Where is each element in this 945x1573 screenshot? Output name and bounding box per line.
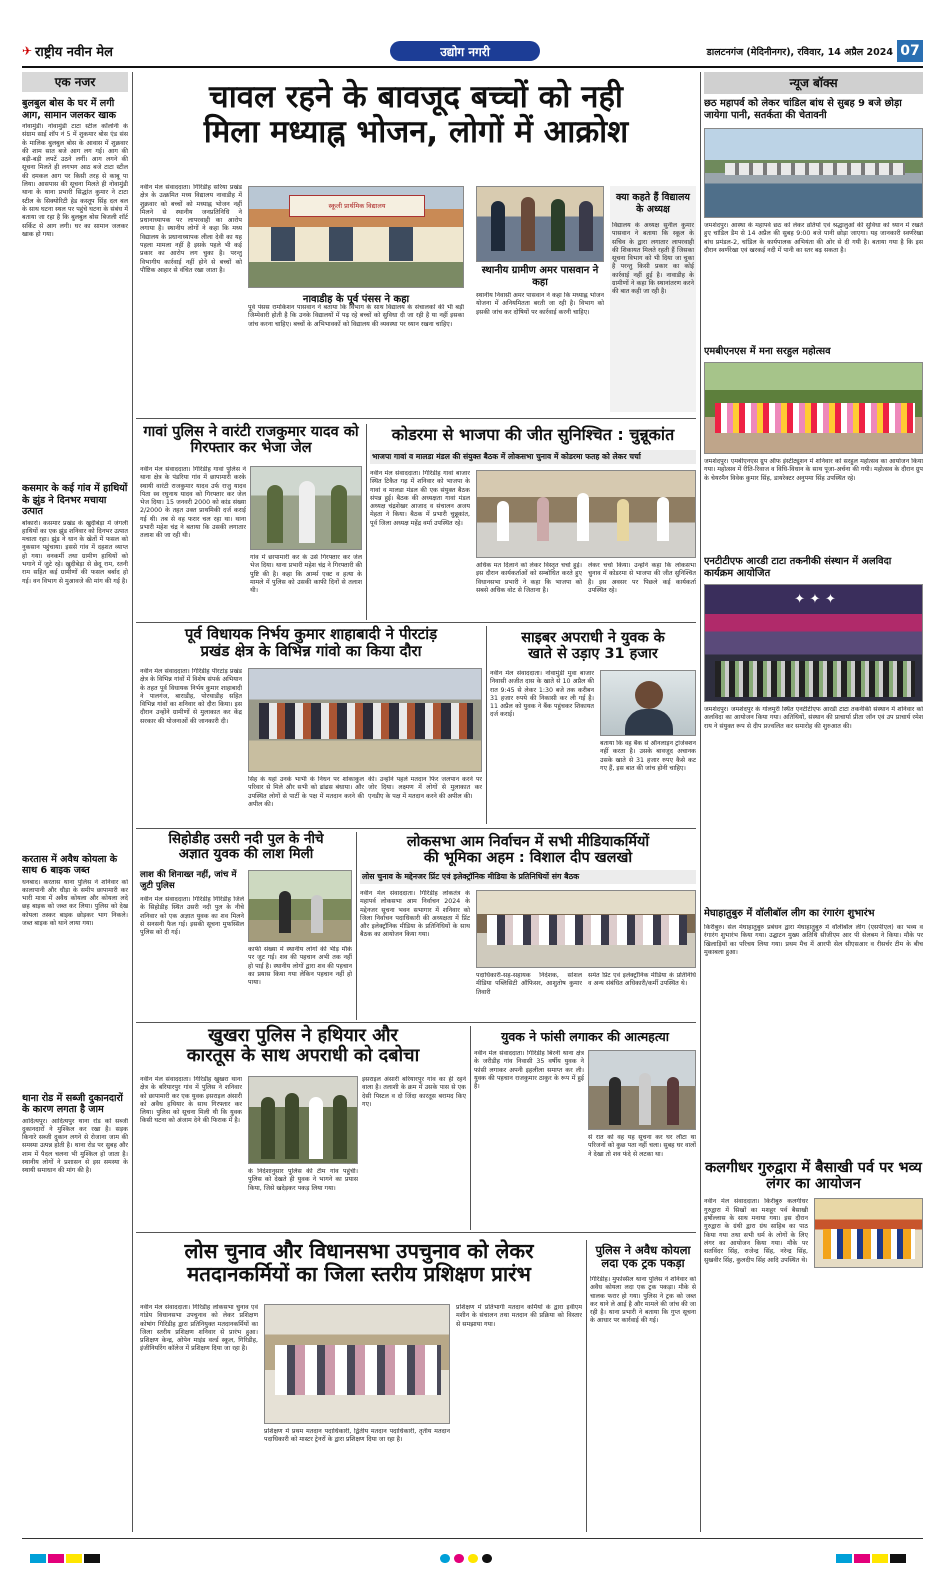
registration-mark (482, 1554, 492, 1563)
news-item-title: मेघाहातुबुरु में वॉलीबॉल लीग का रंगारंग शुभारंभ (704, 908, 875, 919)
left-item-body: धनबाद। करतास थाना पुलिस ने शनिवार को कालापानी और धौड़ा के समीप छापामारी कर भारी मात्रा में अवैध कोयला और कोयला लदे छह बाइक को जब्त कर लिया। पुलिस को देख कोयला तस्कर बाइक छोड़कर भाग निकले। जब्त बाइक को थाने लाया गया। (22, 878, 128, 927)
left-item-4 (22, 1093, 128, 1418)
masthead (22, 38, 923, 64)
news-item-title: छठ महापर्व को लेकर चांडिल बांध से सुबह 9 बजे छोड़ा जायेगा पानी, सतर्कता की चेतावनी (704, 98, 902, 121)
news-item-title: कलगीधर गुरुद्वारा में बैसाखी पर्व पर भव्य लंगर का आयोजन (705, 1160, 922, 1193)
river-headline-line1: सिहोडीह उसरी नदी पुल के नीचे (168, 831, 324, 847)
media-body-3: समेत प्रिंट एवं इलेक्ट्रॉनिक मीडिया के प्रतिनिधि व अन्य संबंधित अधिकारी/कर्मी उपस्थित थे। (588, 972, 696, 988)
left-item-body: आदित्यपुर। आदित्यपुर थाना रोड को सब्जी दुकानदारों ने मुश्किल कर रखा है। सड़क किनारे सब्जी दुकान लगने से रोजाना जाम की समस्या उत्पन्न होती है। थाना रोड पर सुबह और शाम में पैदल चलना भी मुश्किल हो जाता है। स्थानीय लोगों ने प्रशासन से इस समस्या के स्थायी समाधान की मांग की है। (22, 1117, 128, 1175)
news-item-2 (704, 346, 923, 550)
election-body-2: प्रशिक्षण में प्रथम मतदान पदाधिकारी, द्वितीय मतदान पदाधिकारी, तृतीय मतदान पदाधिकारी को मास्टर ट्रेनरों के द्वारा प्रशिक्षण दिया जा रहा है। (264, 1428, 450, 1444)
arms-body-2: के निर्देशानुसार पुलिस की टीम गांव पहुंची। पुलिस को देखते ही युवक ने भागने का प्रयास किया, जिसे खदेड़कर पकड़ लिया गया। (248, 1168, 358, 1192)
lead-headline (136, 80, 696, 149)
left-column (22, 72, 128, 1532)
river-headline-line2: अज्ञात युवक की लाश मिली (178, 846, 314, 863)
news-item-body: जमशेदपुर। जमशेदपुर के गोलमुरी स्थित एनटीटीएफ आरडी टाटा तकनीकी संस्थान में शनिवार को अलविदा का आयोजन किया गया। अतिथियों, संस्थान की प्राचार्या प्रीता जॉन एवं उप प्राचार्य रमेश राय ने संयुक्त रूप से दीप प्रज्वलित कर समारोह की शुरुआत की। (704, 706, 923, 730)
election-body: नवीन मेल संवाददाता। गिरिडीह लोकसभा चुनाव एवं गांडेय विधानसभा उपचुनाव को लेकर प्रशिक्षण कोषांग गिरिडीह द्वारा प्रतिनियुक्त मतदानकर्मियों का जिला स्तरीय प्रशिक्षण शनिवार से प्रारंभ हुआ। प्रशिक्षण केन्द्र, ओपेन माइंड वर्ल्ड स्कूल, गिरिडीह, इंजीनियरिंग कॉलेज में प्रशिक्षण दिया जा रहा है। (140, 1304, 258, 1353)
registration-mark (454, 1554, 464, 1563)
masthead-rule (22, 66, 923, 68)
photo2-text: स्थानीय निवासी अमर पासवान ने कहा कि मध्याह्न भोजन योजना में अनियमितता बरती जा रही है। विभाग को इसकी जांच कर दोषियों पर कार्रवाई करनी चाहिए। (476, 292, 604, 316)
cyber-victim-photo (600, 670, 696, 736)
news-item-body: किरीबुरु। सेल मेघाहातुबुरु प्रबंधन द्वारा मेघाहातुबुरु में वॉलीबॉल लीग (एसपीएल) का भव्य व रंगारंग शुभारंभ किया गया। उद्घाटन मुख्य अतिथि सीजीएम आर पी सेलबम ने किया। मौके पर खिलाड़ियों का परिचय लिया गया। प्रथम मैच में आरपी सेल सीएसआर व रीसर्चर टीम के बीच मुकाबला हुआ। (704, 924, 923, 956)
mla-photo (248, 668, 482, 772)
news-item-1 (704, 98, 923, 340)
election-photo (264, 1304, 450, 1424)
news-item-body: नवीन मेल संवाददाता। किरीबुरु कलगीधर गुरुद्वारा में सिखों का मशहूर पर्व बैसाखी हर्षोल्लास के साथ मनाया गया। इस दौरान गुरुद्वारा के ग्रंथी द्वारा ग्रंथ साहिब का पाठ किया गया तथा सभी धर्म के लोगों के लिए लंगर का आयोजन किया गया। मौके पर सतविंदर सिंह, राजेन्द्र सिंह, नरेन्द्र सिंह, सुखवीर सिंह, कुलदीप सिंह आदि उपस्थित थे। (704, 1198, 808, 1264)
mla-headline-line1: पूर्व विधायक निर्भय कुमार शाहाबादी ने पीरटांड़ (184, 625, 438, 643)
mla-headline-line2: प्रखंड क्षेत्र के विभिन्न गांवो का किया दौरा (200, 641, 422, 660)
registration-mark (854, 1554, 870, 1563)
election-headline (136, 1240, 582, 1286)
left-item-3 (22, 854, 128, 1089)
arms-headline-line2: कारतूस के साथ अपराधी को दबोचा (186, 1045, 420, 1067)
school-sign: स्कूली प्रार्थमिक विद्यालय (289, 195, 425, 217)
cyber-headline-line1: साइबर अपराधी ने युवक के (521, 630, 665, 646)
left-column-header: एक नजर (22, 72, 128, 92)
river-body-2: काफी संख्या में स्थानीय लोगों की भीड़ मौके पर जुट गई। शव की पहचान अभी तक नहीं हो पाई है। स्थानीय लोगों द्वारा शव की पहचान का प्रयास किया गया लेकिन पहचान नहीं हो पाया। (248, 946, 352, 987)
news-item-3 (704, 556, 923, 902)
police-headline: गावां पुलिस ने वारंटी राजकुमार यादव को गिरफ्तार कर भेजा जेल (143, 424, 359, 457)
photo1-text: पूर्व पंसस रामकिशन पासवान ने बताया कि विभाग के साथ विद्यालय के संचालकों की भी बड़ी जिम्मेवारी होती है कि उनके विद्यालयों में पढ़ रहे बच्चों को सुविधा दी जा रही है या नहीं इसका जांच करना चाहिए। बच्चों के अभिभावकों को विद्यालय की व्यवस्था पर ध्यान रखना चाहिए। (248, 304, 464, 328)
arms-body-3: इसराइल अंसारी बरियारपुर गांव का ही रहने वाला है। तलाशी के क्रम में उसके पास से एक देसी पिस्टल व दो जिंदा कारतूस बरामद किए गए। (362, 1076, 466, 1108)
principal-box-title: क्या कहते हैं विद्यालय के अध्यक्ष (616, 192, 690, 215)
photo1-caption: नावाडीह के पूर्व पंसस ने कहा (302, 294, 410, 305)
dam-photo (704, 128, 923, 218)
lead-headline-line1: चावल रहने के बावजूद बच्चों को नही (209, 79, 623, 115)
suicide-body: नवीन मेल संवाददाता। गिरिडीह बिरनी थाना क्षेत्र के जरीडीह गांव निवासी 35 वर्षीय युवक ने फांसी लगाकर अपनी इहलीला समाप्त कर ली। युवक की पहचान राजकुमार ठाकुर के रूप में हुई है। (474, 1050, 584, 1091)
media-body: नवीन मेल संवाददाता। गिरिडीह लोकतंत्र के महापर्व लोकसभा आम निर्वाचन 2024 के मद्देनजर सूचना भवन सभागार में शनिवार को जिला निर्वाचन पदाधिकारी की अध्यक्षता में प्रिंट और इलेक्ट्रॉनिक मीडिया के प्रतिनिधियों के साथ बैठक का आयोजन किया गया। (360, 890, 470, 939)
registration-mark (84, 1554, 100, 1563)
registration-mark (890, 1554, 906, 1563)
election-body-3: प्रशिक्षण में प्रतिभागी मतदान कर्मियों के द्वारा इवीएम मशीन के संचालन तथा मतदान की प्रक्रिया को विस्तार से समझाया गया। (456, 1304, 582, 1328)
section-name: उद्योग नगरी (440, 45, 490, 59)
news-item-title: एनटीटीएफ आरडी टाटा तकनीकी संस्थान में अलविदा कार्यक्रम आयोजित (704, 556, 892, 579)
coal-headline-line2: लदा एक ट्रक पकड़ा (601, 1255, 685, 1270)
coal-headline-line1: पुलिस ने अवैध कोयला (595, 1243, 691, 1257)
coal-body: गिरिडीह। मुफस्सिल थाना पुलिस ने शनिवार को अवैध कोयला लदा एक ट्रक पकड़ा। मौके से चालक फरार हो गया। पुलिस ने ट्रक को जब्त कर थाने ले आई है और मामले की जांच की जा रही है। थाना प्रभारी ने बताया कि गुप्त सूचना के आधार पर कार्रवाई की गई। (590, 1276, 696, 1325)
registration-mark (872, 1554, 888, 1563)
coal-headline (590, 1244, 696, 1270)
left-item-title: करतास में अवैध कोयला के साथ 6 बाइक जब्त (22, 853, 118, 876)
paper-logo (22, 42, 113, 60)
koderma-photo (476, 470, 696, 558)
news-box-header: न्यूज बॉक्स (704, 72, 923, 94)
arms-headline (140, 1026, 466, 1066)
villagers-photo (476, 186, 604, 262)
river-photo (248, 870, 352, 942)
mla-body: नवीन मेल संवाददाता। गिरिडीह पीरटांड़ प्रखंड क्षेत्र के विभिन्न गांवों में विशेष संपर्क अभियान के तहत पूर्व विधायक निर्भय कुमार शाहाबादी ने पालगंज, बाराडीह, पोरथाडीह सहित विभिन्न गांवों का शनिवार को दौरा किया। इस दौरान उन्होंने ग्रामीणों से मुलाकात कर केंद्र सरकार की योजनाओं की जानकारी दी। (140, 668, 242, 725)
koderma-body-2: अधिक मत दिलाने को लेकर विस्तृत चर्चा हुई। इस दौरान कार्यकर्ताओं को सम्बोधित करते हुए विधानसभा प्रभारी ने कहा कि भाजपा को सबसे अधिक वोट से जिताना है। (476, 562, 582, 594)
lead-body-col1: नवीन मेल संवाददाता। गिरिडीह सरिया प्रखंड क्षेत्र के उत्क्रमित मध्य विद्यालय नावाडीह में शुक्रवार को बच्चों को मध्याह्न भोजन नहीं मिलने से स्थानीय जनप्रतिनिधि ने प्रधानाध्यापक पर लापरवाही का आरोप लगाया है। स्थानीय लोगों ने कहा कि मध्य विद्यालय के प्रधानाध्यापक लीला देवी का यह पहला मामला नहीं है इसके पहले भी कई प्रकार का आरोप लग चुका है। परन्तु विभागीय कार्रवाई नहीं होने से बच्चों को पौष्टिक आहार से वंचित रखा जाता है। (140, 184, 242, 274)
arms-body: नवीन मेल संवाददाता। गिरिडीह खुखरा थाना क्षेत्र के बरियारपुर गांव में पुलिस ने शनिवार को छापामारी कर एक युवक इसराइल अंसारी को अवैध हथियार के साथ गिरफ्तार कर लिया। पुलिस को सूचना मिली थी कि युवक किसी घटना को अंजाम देने की फिराक में है। (140, 1076, 242, 1125)
principal-box-text: विद्यालय के अध्यक्ष सुनील कुमार पासवान ने बताया कि स्कूल के सचिव के द्वारा लगातार लापरवाही की शिकायत मिलते रहती हैं जिसका सूचना विभाग को भी दिया जा चुका है परन्तु किसी प्रकार का कोई कार्रवाई नहीं हुई है। नावाडीह के ग्रामीणों ने कहा कि स्थानांतरण करने की बात कही जा रही है। (612, 222, 694, 296)
election-headline-line1: लोस चुनाव और विधानसभा उपचुनाव को लेकर (184, 1239, 534, 1263)
koderma-headline: कोडरमा से भाजपा की जीत सुनिश्चित : चुन्नूकांत (391, 425, 675, 444)
river-headline (140, 832, 352, 862)
media-body-2: पदाधिकारी-सह-सहायक निदेशक, सोशल मीडिया पब्लिसिटी ऑफिसर, आशुतोष कुमार तिवारी (476, 972, 582, 996)
cyber-headline (490, 630, 696, 662)
koderma-body-3: लेकर चर्चा किया। उन्होंने कहा कि लोकसभा चुनाव में कोडरमा से भाजपा की जीत सुनिश्चित है। इस अवसर पर पिछले कई कार्यकर्ता उपस्थित रहे। (588, 562, 696, 594)
cyber-body: नवीन मेल संवाददाता। नोवामुंडी मुवा बाजार निवासी अजीत दास के खाते से 10 अप्रैल की रात 9:45 से लेकर 1:30 बजे तक करीबन 31 हजार रुपये की निकासी कर ली गई है। 11 अप्रैल को युवक ने बैंक पहुंचकर शिकायत दर्ज कराई। (490, 670, 594, 719)
police-body: नवीन मेल संवाददाता। गिरिडीह गावां पुलिस ने थाना क्षेत्र के पंडरिया गांव में छापामारी करके स्थायी वारंटी राजकुमार यादव उर्फ राजु यादव पिता स्व रघुनाथ यादव को गिरफ्तार कर जेल भेज दिया। 15 जनवरी 2000 को कांड संख्या 2/2000 के तहत उक्त प्राथमिकी दर्ज कराई गई थी। तब से वह फरार चल रहा था। थाना प्रभारी महेश चंद्र ने बताया कि उसकी लगातार तलाश की जा रही थी। (140, 466, 246, 540)
election-headline-line2: मतदानकर्मियों का जिला स्तरीय प्रशिक्षण प्रारंभ (187, 1261, 531, 1286)
police-body-2: गांव में छापामारी कर के उसे गिरफ्तार कर जेल भेज दिया। थाना प्रभारी महेश चंद्र ने गिरफ्तारी की पुष्टि की है। कहा कि आर्म्स एक्ट व हत्या के मामले में पुलिस को उसकी काफी दिनों से तलाश थी। (250, 554, 362, 595)
registration-mark (30, 1554, 46, 1563)
lead-headline-line2: मिला मध्याह्न भोजन, लोगों में आक्रोश (203, 113, 629, 150)
school-photo (248, 186, 464, 288)
news-item-4 (704, 908, 923, 1154)
news-item-body: जमशेदपुर। आस्था के महापर्व छठ को लेकर व्रतियों एवं श्रद्धालुओं की सुविधा को ध्यान में रखते हुए चांडिल डैम से 14 अप्रैल की सुबह 9:00 बजे पानी छोड़ा जाएगा। यह जानकारी स्वर्णरेखा बांध प्रमंडल-2, चांडिल के कार्यपालक अभियंता की ओर से दी गयी है। बताया गया है कि इस दौरान स्वर्णरेखा एवं खरकई नदी में पानी का स्तर बढ़ सकता है। (704, 222, 923, 254)
suicide-body-2: से रात को वह यह सूचना कर घर लौटा था परिजनों को कुछ पता नहीं चला। सुबह घर वालों ने देखा तो शव फंदे से लटका था। (588, 1134, 696, 1158)
photo2-caption: स्थानीय ग्रामीण अमर पासवान ने कहा (481, 265, 599, 288)
news-item-body: जमशेदपुर। एमबीएनएस ग्रुप ऑफ इंस्टीट्यूशन में शनिवार को सरहुल महोत्सव का आयोजन किया गया। महोत्सव में रीति-रिवाज व विधि-विधान के साथ पूजा-अर्चना की गयी। महोत्सव के दौरान ग्रुप के चेयरमैन विवेक कुमार सिंह, डायरेक्टर अनुपमा सिंह उपस्थित रहे। (704, 458, 923, 482)
news-item-title: एमबीएनएस में मना सरहुल महोत्सव (704, 346, 831, 357)
registration-mark (66, 1554, 82, 1563)
registration-mark (836, 1554, 852, 1563)
cyber-headline-line2: खाते से उड़ाए 31 हजार (528, 646, 658, 663)
left-item-title: थाना रोड में सब्जी दुकानदारों के कारण लगता है जाम (22, 1092, 123, 1115)
bottom-rule (22, 1538, 923, 1539)
bird-icon: ✈ (22, 44, 33, 58)
mla-headline (140, 626, 482, 660)
river-subhead: लाश की शिनाख्त नहीं, जांच में जुटी पुलिस (140, 870, 237, 891)
langar-photo (814, 1198, 923, 1268)
media-headline (360, 834, 696, 866)
mla-body-2: सिंह के यहां उनके भाभी के निधन पर शोकाकुल परिवार से मिले और सभी को ढांढस बंधाया। और उपस्थित लोगों से पार्टी के पक्ष में मतदान करने की अपील की। (248, 776, 364, 808)
sarhul-photo (704, 362, 923, 454)
registration-mark (468, 1554, 478, 1563)
arms-photo (248, 1076, 358, 1164)
left-item-title: कसमार के कई गांव में हाथियों के झुंड ने दिनभर मचाया उत्पात (22, 483, 128, 517)
suicide-photo (588, 1050, 696, 1130)
alvida-photo: ✦ ✦ ✦ (704, 584, 923, 702)
left-item-1 (22, 98, 128, 479)
cyber-body-2: बताया कि वह बैंक से ऑनलाइन ट्रांजेक्शन नहीं करता है। उसके बावजूद अचानक उसके खाते से 31 हजार रुपए कैसे कट गए हैं, इस बात की जांच होनी चाहिए। (600, 740, 696, 772)
media-headline-line2: की भूमिका अहम : विशाल दीप खलखो (423, 850, 633, 867)
news-box (704, 72, 923, 1532)
section-badge (390, 41, 540, 61)
mla-body-3: की। उन्होंने पहले मतदान फिर जलपान करने पर जोर दिया। लक्ष्मण में लोगों से मुलाकात कर एनडीए के पक्ष में मतदान करने की अपील की। (368, 776, 482, 800)
registration-mark (440, 1554, 450, 1563)
left-item-body: बोकारो। कसमार प्रखंड के खुदीबेड़ा में जंगली हाथियों का एक झुंड शनिवार को दिनभर उत्पात मचाता रहा। झुंड ने धान के खेतों में फसल को नुकसान पहुंचाया। इससे गांव में दहशत व्याप्त हो गया। वनकर्मी तथा ग्रामीण हाथियों को भगाने में जुटे रहे। खुदीबेड़ा से छेदू राम, रतनी राम सहित कई ग्रामीणों की फसल बर्बाद हो गई। वन विभाग से मुआवजे की मांग की गई है। (22, 519, 128, 585)
principal-box (610, 186, 696, 412)
left-item-2 (22, 483, 128, 850)
dateline: डालटनगंज (मेदिनीनगर), रविवार, 14 अप्रैल 2024 (706, 47, 893, 58)
left-item-title: बुलबुल बोस के घर में लगी आग, सामान जलकर खाक (22, 98, 117, 121)
media-headline-line1: लोकसभा आम निर्वाचन में सभी मीडियाकर्मियों (406, 834, 650, 850)
paper-name: राष्ट्रीय नवीन मेल (35, 45, 113, 60)
river-body: नवीन मेल संवाददाता। गिरिडीह गिरिडीह जिले के सिहोडीह स्थित उसरी नदी पुल के नीचे शनिवार को एक अज्ञात युवक का शव मिलने से सनसनी फैल गई। इसकी सूचना मुफस्सिल पुलिस को दी गई। (140, 896, 244, 937)
koderma-subhead: भाजपा गावां व मालडा मंडल की संयुक्त बैठक में लोकसभा चुनाव में कोडरमा फतह को लेकर चर्चा (370, 450, 696, 464)
media-photo (476, 890, 696, 968)
arms-headline-line1: खुखरा पुलिस ने हथियार और (208, 1025, 398, 1046)
left-item-body: नोवामुंडी। नोवामुंडी टाटा स्टील कॉलोनी के संग्राम साई शॉप नं 5 में शुकमार बोस एंड संस के मालिक बुलबुल बोस के आवास में शुक्रवार की शाम सात बजे आग लग गई। आग की बड़ी-बड़ी लपटें उठने लगीं। आग लगने की सूचना मिलते ही लगभग आठ बजे टाटा स्टील की दमकल आग पर किसी तरह से काबू पा लिया। आसपास की सूचना मिलते ही नोवामुंडी थाना के थाना प्रभारी सिद्धांत कुमार ने टाटा स्टील के सिक्योरिटी हेड कस्तूप सिंह दल बल के साथ घटना स्थल पर पहुंचे घटना के संबंध में बताया जा रहा है कि बुलबुल बोस बिजली शॉर्ट सर्किट से आग लगी। घर का सामान जलकर खाक हो गया। (22, 123, 128, 238)
news-item-5 (704, 1160, 923, 1318)
media-subhead: लोस चुनाव के मद्देनजर प्रिंट एवं इलेक्ट्रॉनिक मीडिया के प्रतिनिधियों संग बैठक (360, 870, 696, 884)
koderma-body: नवीन मेल संवाददाता। गिरिडीह गावां बाजार स्थित टिकैत गढ़ में शनिवार को भाजपा के गावां व मालडा मंडल की एक संयुक्त बैठक संपन्न हुई। बैठक की अध्यक्षता गावां मंडल अध्यक्ष चंद्रशेखर आजाद व संचालन अजय मेहता ने किया। बैठक में प्रभारी चुन्नूकांत, पूर्व जिला अध्यक्ष महेंद्र वर्मा उपस्थित रहे। (370, 470, 470, 527)
suicide-headline: युवक ने फांसी लगाकर की आत्महत्या (501, 1029, 669, 1044)
page-number: 07 (897, 40, 923, 62)
registration-mark (48, 1554, 64, 1563)
police-photo (250, 466, 362, 550)
